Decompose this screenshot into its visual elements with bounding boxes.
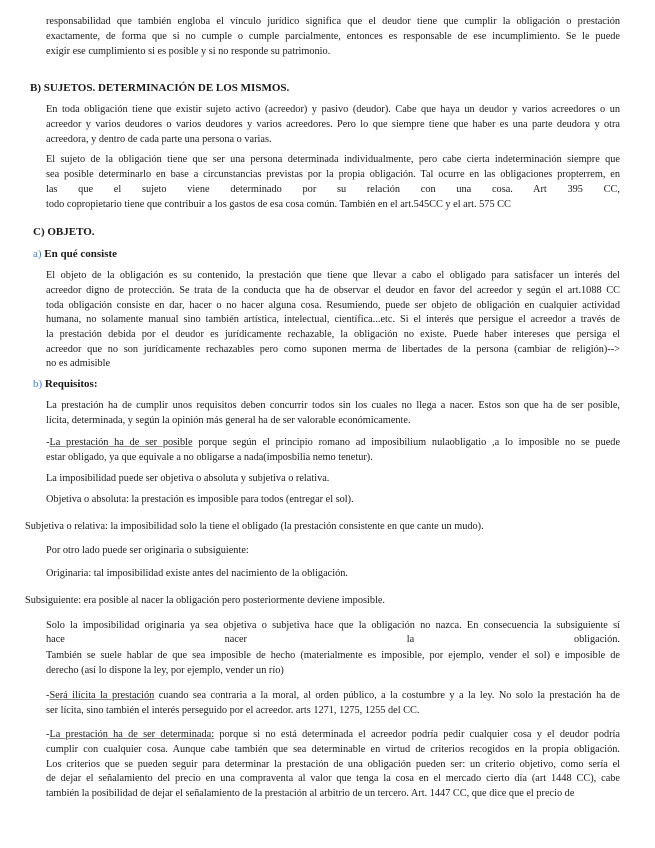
p8-line	[46, 493, 354, 507]
paragraph-text: cumplir con cualquier cosa. Aunque cabe también que sea determinable en virtud de criterios recogidos en la propia obligación.	[46, 744, 620, 755]
heading-label: B)	[30, 82, 41, 94]
paragraph-text: Por otro lado puede ser originaria o subsiguiente:	[46, 545, 249, 556]
p15-line	[46, 772, 620, 786]
p4-line	[46, 313, 620, 327]
p3-line	[46, 183, 620, 197]
paragraph-text: lícita, determinada, y según la opinión más general ha de ser valorable económicamente.	[46, 415, 411, 426]
p14-line	[46, 704, 620, 718]
heading-label: a)	[33, 248, 42, 260]
paragraph-text: porque según el principio romano ad imposibilium nulaobligatio ,a lo imposible no se puede	[192, 437, 621, 448]
paragraph-text: hace nacer la obligación.	[46, 634, 620, 645]
heading-label: C)	[33, 226, 45, 238]
heading-text: OBJETO.	[47, 226, 95, 238]
paragraph-text: En toda obligación tiene que existir sujeto activo (acreedor) y pasivo (deudor). Cabe que haya un deudor y varios acreedores o un	[46, 104, 620, 115]
paragraph-text: responsabilidad que también engloba el vínculo jurídico significa que el deudor tiene que cumplir la obligación o prestación	[46, 16, 620, 27]
paragraph-text: porque si no está determinada el acreedor podría pedir cualquier cosa y el deudor podría	[214, 729, 620, 740]
heading-text: SUJETOS. DETERMINACIÓN DE LOS MISMOS.	[43, 82, 290, 94]
heading-label: b)	[33, 378, 43, 390]
p15-line	[46, 758, 620, 772]
p11-line	[46, 567, 348, 581]
paragraph-text: derecho (así lo dispone la ley, por ejemplo, vender un río)	[46, 665, 284, 676]
p9-line	[25, 520, 484, 534]
paragraph-text: exactamente, de forma que si no cumple o cumple parcialmente, entonces es responsable de ese incumplimiento. Se le puede	[46, 31, 620, 42]
paragraph-text: las que el sujeto viene determinado por su relación con una cosa. Art 395 CC,	[46, 184, 620, 195]
p3-line	[46, 198, 620, 212]
p6-line	[46, 436, 620, 450]
paragraph-text: Originaria: tal imposibilidad existe antes del nacimiento de la obligación.	[46, 568, 348, 579]
paragraph-text: La imposibilidad puede ser objetiva o absoluta y subjetiva o relativa.	[46, 473, 330, 484]
paragraph-text: acreedor y varios deudores o varios deudores y varios acreedores. Pero lo que siempre tiene que haber es una parte deudora y otra	[46, 119, 620, 130]
paragraph-text: Solo la imposibilidad originaria ya sea objetiva o subjetiva hace que la obligación no nazca. En consecuencia la subsiguiente sí	[46, 620, 620, 631]
heading-text: En qué consiste	[44, 248, 118, 260]
paragraph-text: todo copropietario tiene que contribuir a los gastos de esa cosa común. También en el art.545CC y el art. 575 CC	[46, 199, 511, 210]
paragraph-text: de dejar el señalamiento del precio en una compraventa al valor que tenga la cosa en el mercado cierto día (art 1448 CC), cabe	[46, 773, 620, 784]
paragraph-text: acreedor digno de protección. Se trata de la conducta que ha de observar el deudor en favor del acreedor y según el art.1088 CC	[46, 285, 620, 296]
p13-line	[46, 633, 620, 647]
p7-line	[46, 472, 329, 486]
paragraph-text: cuando sea contraria a la moral, al orden público, a la costumbre y a la ley. No solo la prestación ha de	[154, 690, 620, 701]
paragraph-text: estar obligado, ya que equivale a no obligarse a nada(imposbilia nemo tenetur).	[46, 452, 373, 463]
p6-line	[46, 451, 620, 465]
paragraph-text: La prestación ha de cumplir unos requisitos deben concurrir todos sin los cuales no llega a nacer. Estos son que ha de ser posible,	[46, 400, 620, 411]
p10-line	[46, 544, 249, 558]
underlined-term: La prestación ha de ser determinada:	[49, 729, 215, 740]
p4-line	[46, 269, 620, 283]
p1-line	[46, 15, 620, 29]
heading_b_sub	[33, 377, 97, 391]
paragraph-text: la prestación debida por el deudor es jurídicamente rechazable, la obligación no existe. Puede haber intereses que persiga el	[46, 329, 620, 340]
paragraph-text: ser lícita, sino también el interés perseguido por el acreedor. arts 1271, 1275, 1255 del CC.	[46, 705, 420, 716]
paragraph-text: El sujeto de la obligación tiene que ser una persona determinada individualmente, pero cabe cierta indeterminación siempre que	[46, 154, 620, 165]
p15-line	[46, 728, 620, 742]
paragraph-text: El objeto de la obligación es su contenido, la prestación que tiene que llevar a cabo el obligado para satisfacer un interés del	[46, 270, 620, 281]
paragraph-text: acreedor que no son jurídicamente rechazables pero como suponen merma de libertades de la persona (cambiar de religión)-->	[46, 344, 620, 355]
p5-line	[46, 399, 620, 413]
p3-line	[46, 153, 620, 167]
p13-line	[46, 619, 620, 633]
paragraph-text: toda obligación consiste en dar, hacer o no hacer alguna cosa. Resumiendo, puede ser objeto de obligación en cualquier actividad	[46, 300, 620, 311]
paragraph-text: Objetiva o absoluta: la prestación es imposible para todos (entregar el sol).	[46, 494, 354, 505]
heading_c	[33, 225, 95, 239]
p13-line	[46, 664, 620, 678]
p1-line	[46, 45, 620, 59]
p4-line	[46, 328, 620, 342]
paragraph-text: exigir ese cumplimiento si es posible y si no responde su patrimonio.	[46, 46, 331, 57]
paragraph-text: no es admisible	[46, 358, 111, 369]
p15-line	[46, 743, 620, 757]
p4-line	[46, 357, 620, 371]
heading-text: Requisitos:	[44, 378, 98, 390]
p2-line	[46, 118, 620, 132]
paragraph-text: acreedora, y dentro de cada parte una persona o varias.	[46, 134, 272, 145]
p4-line	[46, 343, 620, 357]
p14-line	[46, 689, 620, 703]
p3-line	[46, 168, 620, 182]
dash: -	[46, 437, 50, 448]
p13-line	[46, 649, 620, 663]
underlined-term: Será ilícita la prestación	[49, 690, 155, 701]
paragraph-text: También se suele hablar de que sea imposible de hecho (materialmente es imposible, por ejemplo, vender el sol) e imposible de	[46, 650, 620, 661]
p15-line	[46, 787, 620, 801]
p2-line	[46, 103, 620, 117]
paragraph-text: también la posibilidad de dejar el señalamiento de la prestación al arbitrio de un tercero. Art. 1447 CC, que dice que el precio de	[46, 788, 575, 799]
p5-line	[46, 414, 620, 428]
heading_a_sub	[33, 247, 117, 261]
paragraph-text: Subsiguiente: era posible al nacer la obligación pero posteriormente deviene imposible.	[25, 595, 385, 606]
paragraph-text: sea posible determinarlo en base a circunstancias previstas por la propia obligación. Tal ocurre en las obligaciones propterrem, en	[46, 169, 620, 180]
paragraph-text: Los criterios que se pueden seguir para determinar la prestación de una obligación pueden ser: un criterio objetivo, como sería el	[46, 759, 620, 770]
underlined-term: La prestación ha de ser posible	[49, 437, 193, 448]
p1-line	[46, 30, 620, 44]
paragraph-text: Subjetiva o relativa: la imposibilidad solo la tiene el obligado (la prestación consistente en que cante un mudo).	[25, 521, 484, 532]
p4-line	[46, 299, 620, 313]
p2-line	[46, 133, 620, 147]
p4-line	[46, 284, 620, 298]
paragraph-text: humana, no solamente manual sino también artística, intelectual, científica...etc. Si el interés que persigue el acreedor a través de	[46, 314, 620, 325]
dash: -	[46, 729, 50, 740]
dash: -	[46, 690, 50, 701]
p12-line	[25, 594, 385, 608]
heading_b	[30, 81, 289, 95]
